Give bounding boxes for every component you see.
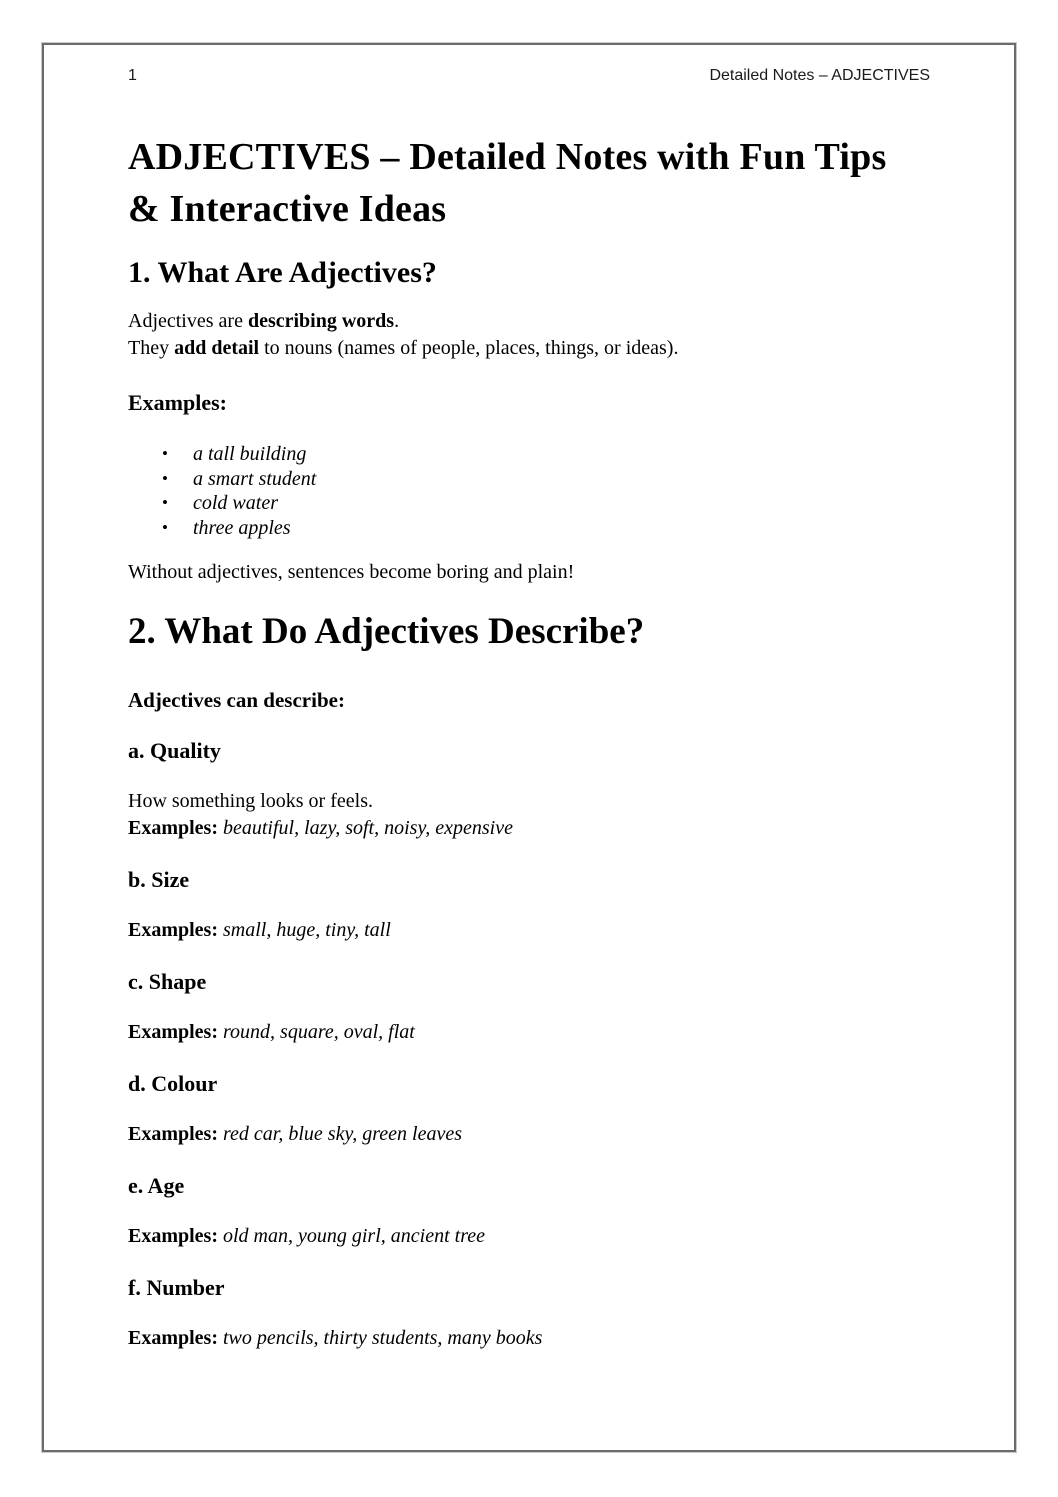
examples-heading: Examples:	[128, 390, 227, 415]
examples-values: two pencils, thirty students, many books	[218, 1327, 543, 1349]
list-item	[128, 516, 930, 541]
bold-text-run: describing words	[247, 310, 395, 332]
describe-item-label: f. Number	[128, 1275, 225, 1300]
describe-item-label: e. Age	[128, 1173, 185, 1198]
text-run: to nouns (names of people, places, things, or ideas).	[259, 337, 679, 359]
describe-item-label: c. Shape	[128, 969, 207, 994]
examples-values: round, square, oval, flat	[218, 1021, 415, 1043]
examples-label: Examples:	[128, 1225, 218, 1247]
text-run: They	[128, 337, 175, 359]
page-content	[44, 45, 1014, 1450]
section2-heading: 2. What Do Adjectives Describe?	[128, 611, 645, 652]
item-description: How something looks or feels.	[128, 790, 373, 812]
examples-bullet-list	[128, 442, 930, 540]
describe-item-body	[128, 788, 930, 842]
text-run: .	[394, 310, 400, 332]
item-examples-line	[128, 1223, 930, 1250]
examples-label: Examples:	[128, 1327, 218, 1349]
describe-item-label: d. Colour	[128, 1071, 218, 1096]
examples-label: Examples:	[128, 1021, 218, 1043]
bullet-icon: •	[162, 517, 168, 537]
examples-values: small, huge, tiny, tall	[218, 919, 391, 941]
list-item	[128, 491, 930, 516]
examples-values: red car, blue sky, green leaves	[218, 1123, 462, 1145]
section2-intro: Adjectives can describe:	[128, 688, 345, 712]
paragraph-line	[128, 335, 930, 362]
list-item-text: a tall building	[193, 443, 307, 465]
page-number: 1	[128, 67, 137, 84]
item-examples-line	[128, 1121, 930, 1148]
item-examples-line	[128, 917, 930, 944]
bullet-icon: •	[162, 468, 168, 488]
running-title: Detailed Notes – ADJECTIVES	[709, 67, 930, 84]
examples-values: beautiful, lazy, soft, noisy, expensive	[218, 817, 513, 839]
document-page	[42, 43, 1016, 1452]
list-item	[128, 467, 930, 492]
section1-heading: 1. What Are Adjectives?	[128, 256, 437, 289]
page-header	[128, 66, 930, 86]
describe-item-label: a. Quality	[128, 738, 221, 763]
paragraph-line	[128, 308, 930, 335]
list-item-text: cold water	[193, 492, 278, 514]
describe-item-label: b. Size	[128, 867, 190, 892]
list-item	[128, 442, 930, 467]
examples-label: Examples:	[128, 817, 218, 839]
list-item-text: a smart student	[193, 467, 317, 490]
item-examples-line	[128, 1019, 930, 1046]
bullet-icon: •	[162, 493, 168, 512]
item-examples-line	[128, 1325, 930, 1352]
section1-closing-line: Without adjectives, sentences become boring and plain!	[128, 561, 575, 583]
examples-label: Examples:	[128, 919, 218, 941]
document-title: ADJECTIVES – Detailed Notes with Fun Tips & Interactive Ideas	[128, 136, 887, 230]
bullet-icon: •	[162, 444, 168, 463]
section1-paragraph	[128, 308, 930, 362]
list-item-text: three apples	[193, 516, 291, 539]
bold-text-run: add detail	[174, 337, 260, 359]
item-examples-line	[128, 815, 930, 842]
examples-values: old man, young girl, ancient tree	[218, 1225, 485, 1247]
text-run: Adjectives are	[128, 310, 248, 332]
examples-label: Examples:	[128, 1123, 218, 1145]
